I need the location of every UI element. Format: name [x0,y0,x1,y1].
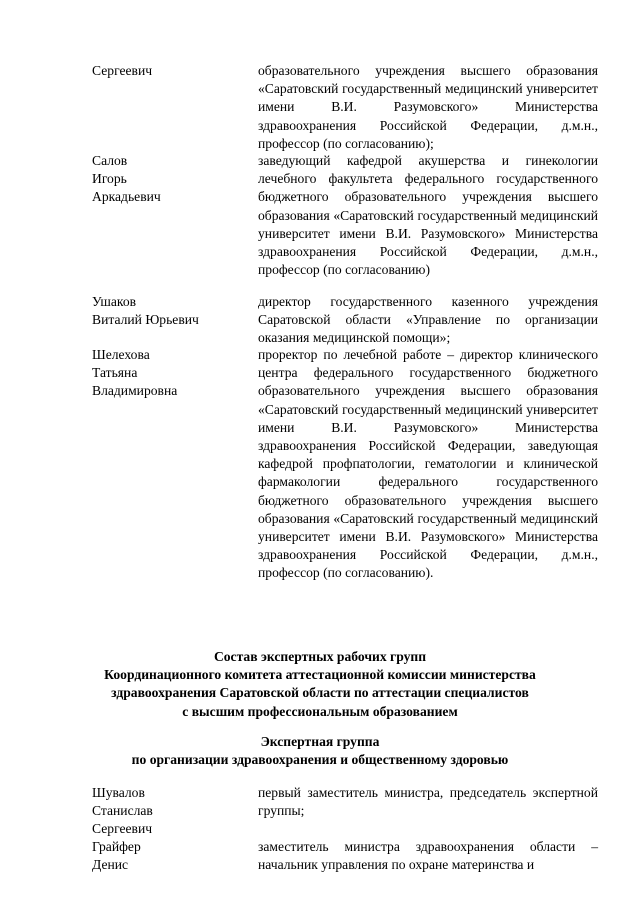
section-title-line: Состав экспертных рабочих групп [213,649,427,664]
name-line: Шелехова [92,347,150,362]
member-description: первый заместитель министра, председатель экспертной группы; [258,785,598,819]
name-line: Грайфер [92,839,141,854]
name-line: Сергеевич [92,63,153,78]
member-name [92,784,252,839]
name-line: Салов [92,153,128,168]
group-title-line: Экспертная группа [260,734,380,749]
group-title-line: по организации здравоохранения и общественному здоровью [131,752,509,768]
member-name [92,293,252,329]
member-description: проректор по лечебной работе – директор клинического центра федерального государственного бюджетного образовательного учреждения высшего образования «Саратовский государственный медицинский университет имени В.И. Разумовского» Министерства здравоохранения Российской Федерации, заведующая кафедрой профпатологии, гематологии и клинической фармакологии федерального государственного бюджетного образовательного учреждения высшего образования «Саратовский государственный медицинский университет имени В.И. Разумовского» Министерства здравоохранения Российской Федерации, д.м.н., профессор (по согласованию). [258,347,598,581]
member-description: заместитель министра здравоохранения области – начальник управления по охране материнства и [258,839,598,873]
name-line: Виталий Юрьевич [92,312,199,328]
member-name [92,152,252,207]
name-line: Игорь [92,171,127,187]
name-line: Станислав [92,803,153,819]
member-description: директор государственного казенного учреждения Саратовской области «Управление по организации оказания медицинской помощи»; [258,294,598,346]
name-line: Денис [92,857,129,873]
member-name [92,62,252,80]
section-title-line: Координационного комитета аттестационной комиссии министерства [104,667,536,683]
name-line: Владимировна [92,383,178,399]
member-name [92,838,252,874]
name-line: Сергеевич [92,821,153,837]
section-title-line: с высшим профессиональным образованием [182,703,458,719]
member-name [92,346,252,401]
name-line: Шувалов [92,785,145,800]
member-description: заведующий кафедрой акушерства и гинекологии лечебного факультета федерального государственного бюджетного образовательного учреждения высшего образования «Саратовский государственный медицинский университет имени В.И. Разумовского» Министерства здравоохранения Российской Федерации, д.м.н., профессор (по согласованию) [258,153,598,278]
member-description: образовательного учреждения высшего образования «Саратовский государственный медицинский университет имени В.И. Разумовского» Министерства здравоохранения Российской Федерации, д.м.н., профессор (по согласованию); [258,63,598,151]
name-line: Ушаков [92,294,137,309]
name-line: Аркадьевич [92,189,161,205]
name-line: Татьяна [92,365,138,381]
group-title [60,733,580,769]
section-title [60,648,580,721]
section-title-line: здравоохранения Саратовской области по аттестации специалистов [111,685,529,701]
